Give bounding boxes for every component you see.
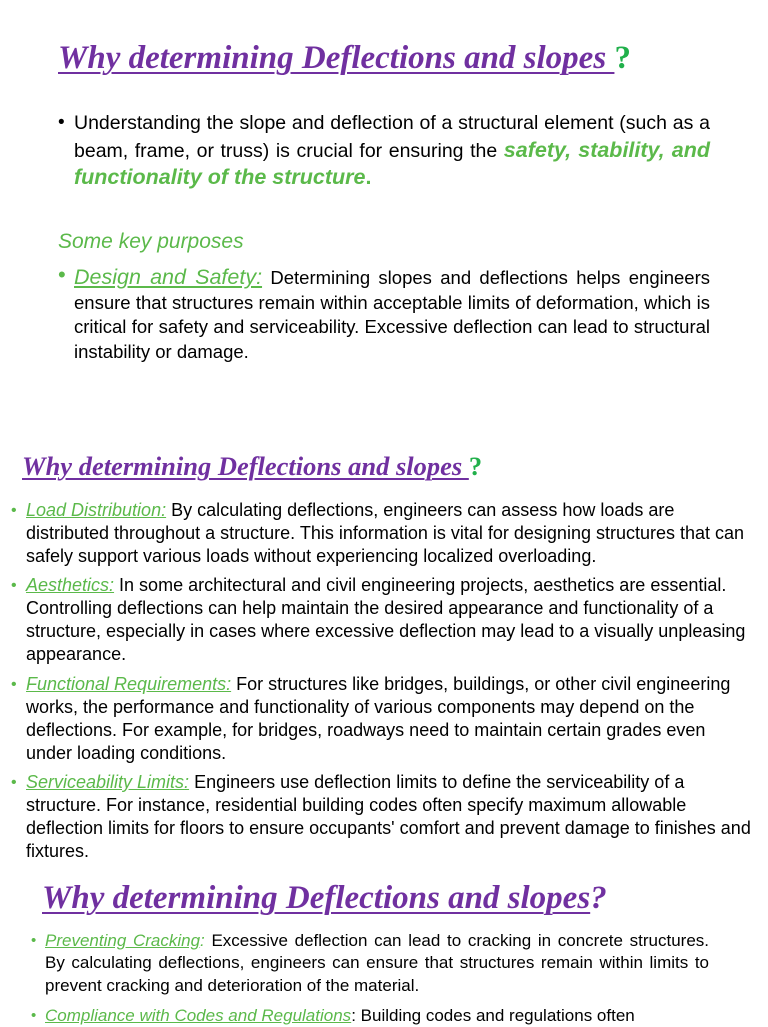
bullet-icon: • (11, 676, 17, 693)
bullet-label: Functional Requirements: (26, 674, 232, 694)
bullet-label: Aesthetics: (26, 575, 115, 595)
design-safety-bullet: Design and Safety: Determining slopes and deflections helps engineers ensure that structures remain within acceptable limits of deformation, which is critical for safety and serviceability. Excessive deflection can lead to structural instability or damage. (74, 265, 711, 363)
slide-1-title: Why determining Deflections and slopes ? (58, 40, 631, 76)
bullet-icon: • (31, 1007, 37, 1024)
bullet-label: Compliance with Codes and Regulations (45, 1006, 352, 1025)
bullet-icon: • (31, 932, 37, 949)
title-question-mark: ? (590, 880, 607, 916)
bullet-icon: • (11, 774, 17, 791)
list-item: Serviceability Limits: Engineers use deflection limits to define the serviceability of a structure. For instance, residential building codes often specify maximum allowable deflection limits for floors to ensure occupants' comfort and prevent damage to finishes and fixtures. (26, 772, 751, 861)
slide-2-title: Why determining Deflections and slopes ? (22, 451, 483, 481)
list-item: Aesthetics: In some architectural and civil engineering projects, aesthetics are essential. Controlling deflections can help maintain the desired appearance and functionality of a structure, especially in cases where excessive deflection may lead to a visually unpleasing appearance. (26, 575, 746, 664)
subheading: Some key purposes (58, 230, 244, 253)
list-item: Compliance with Codes and Regulations: Building codes and regulations often (45, 1006, 635, 1025)
list-item: Functional Requirements: For structures like bridges, buildings, or other civil engineering works, the performance and functionality of various components may depend on the deflections. For example, for bridges, roadways need to maintain certain grades even under loading conditions. (26, 674, 731, 763)
bullet-label: Load Distribution: (26, 500, 167, 520)
slide-2 (0, 440, 768, 870)
bullet-label: Serviceability Limits (26, 772, 185, 792)
highlight-text: safety, stability, and functionality of the structure (74, 137, 710, 189)
list-item: Load Distribution: By calculating deflections, engineers can assess how loads are distributed throughout a structure. This information is vital for designing structures that can safely support various loads without experiencing localized overloading. (26, 500, 745, 566)
bullet-icon: • (11, 577, 17, 594)
slide-3 (0, 870, 768, 1024)
slide-1 (0, 0, 768, 400)
bullet-icon: • (11, 502, 17, 519)
title-question-mark: ? (468, 451, 483, 481)
title-question-mark: ? (614, 40, 631, 76)
bullet-icon: • (58, 262, 66, 287)
intro-bullet: Understanding the slope and deflection of a structural element (such as a beam, frame, or truss) is crucial for ensuring the safety, stability, and functionality of the structure. (74, 112, 710, 189)
bullet-icon: • (58, 112, 65, 133)
slide-3-title: Why determining Deflections and slopes? (42, 880, 607, 916)
bullet-label: Preventing Cracking (45, 931, 201, 950)
list-item: Preventing Cracking: Excessive deflection can lead to cracking in concrete structures. By calculating deflections, engineers can ensure that structures remain within limits to prevent cracking and deterioration of the material. (45, 931, 709, 995)
bullet-label: Design and Safety: (74, 265, 263, 289)
